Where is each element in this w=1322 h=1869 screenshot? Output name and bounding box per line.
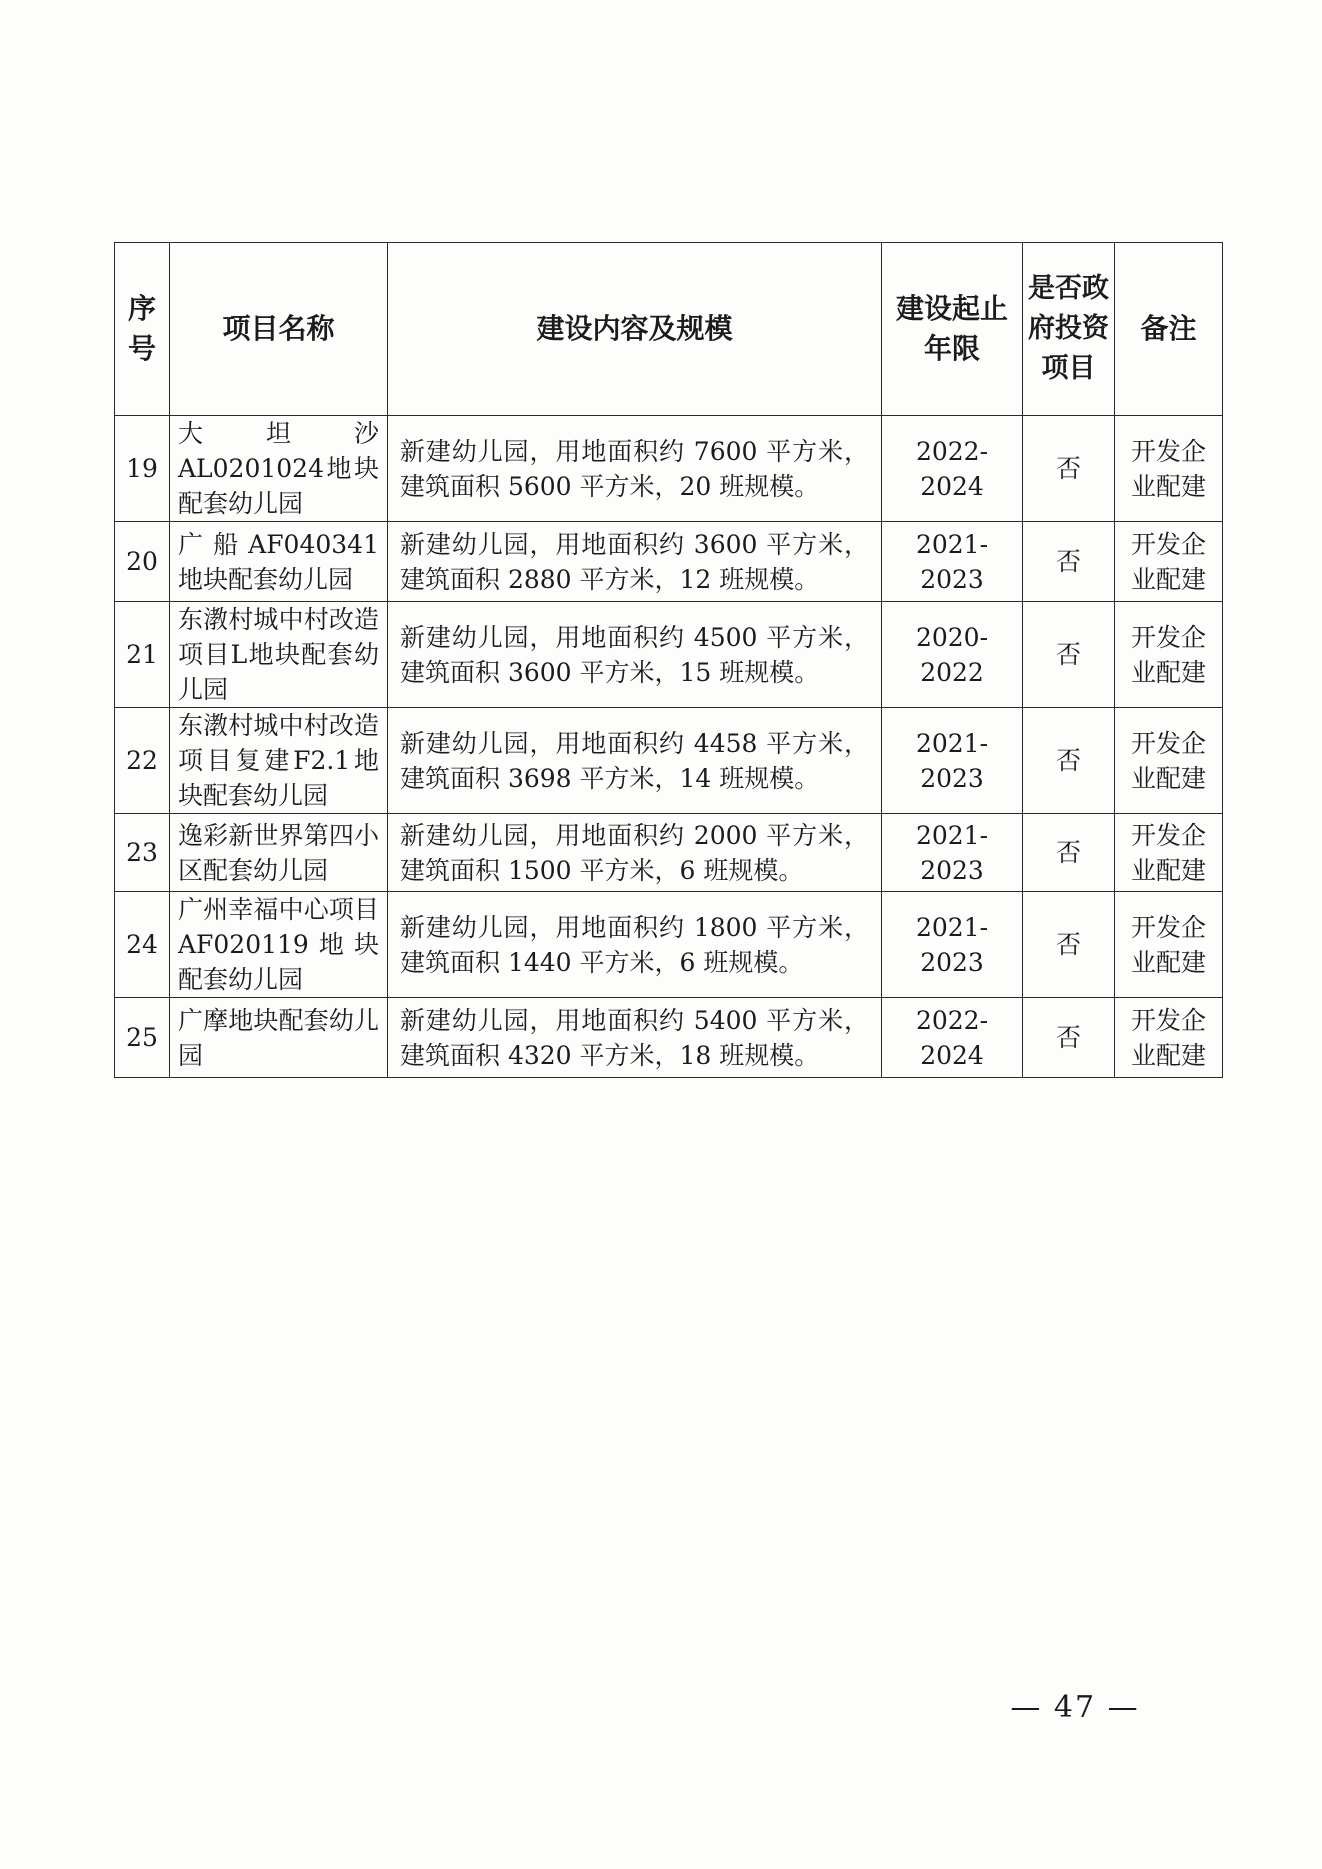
cell-period: 2021-2023 (882, 708, 1023, 814)
project-table (114, 242, 1223, 1078)
cell-note: 开发企业配建 (1115, 998, 1223, 1078)
header-gov-invest: 是否政府投资项目 (1023, 243, 1115, 416)
cell-content: 新建幼儿园，用地面积约 3600 平方米，建筑面积 2880 平方米，12 班规模。 (388, 522, 882, 602)
cell-name: 东漖村城中村改造项目复建F2.1地块配套幼儿园 (170, 708, 388, 814)
table-row (115, 998, 1223, 1078)
cell-seq: 25 (115, 998, 170, 1078)
cell-seq: 20 (115, 522, 170, 602)
table-row (115, 814, 1223, 892)
cell-gov-invest: 否 (1023, 416, 1115, 522)
cell-period: 2021-2023 (882, 892, 1023, 998)
cell-content: 新建幼儿园，用地面积约 5400 平方米，建筑面积 4320 平方米，18 班规模。 (388, 998, 882, 1078)
cell-content: 新建幼儿园，用地面积约 2000 平方米，建筑面积 1500 平方米，6 班规模。 (388, 814, 882, 892)
cell-name: 广摩地块配套幼儿园 (170, 998, 388, 1078)
cell-seq: 19 (115, 416, 170, 522)
header-seq: 序号 (115, 243, 170, 416)
cell-period: 2020-2022 (882, 602, 1023, 708)
header-content: 建设内容及规模 (388, 243, 882, 416)
cell-gov-invest: 否 (1023, 522, 1115, 602)
cell-seq: 22 (115, 708, 170, 814)
header-name: 项目名称 (170, 243, 388, 416)
cell-gov-invest: 否 (1023, 708, 1115, 814)
cell-period: 2022-2024 (882, 416, 1023, 522)
table-row (115, 602, 1223, 708)
cell-content: 新建幼儿园，用地面积约 7600 平方米，建筑面积 5600 平方米，20 班规模。 (388, 416, 882, 522)
page-number: — 47 — (1010, 1690, 1140, 1725)
cell-note: 开发企业配建 (1115, 814, 1223, 892)
table-row (115, 416, 1223, 522)
cell-name: 大坦沙AL0201024地块配套幼儿园 (170, 416, 388, 522)
cell-note: 开发企业配建 (1115, 522, 1223, 602)
cell-period: 2022-2024 (882, 998, 1023, 1078)
cell-gov-invest: 否 (1023, 892, 1115, 998)
cell-gov-invest: 否 (1023, 602, 1115, 708)
cell-name: 东漖村城中村改造项目L地块配套幼儿园 (170, 602, 388, 708)
header-period: 建设起止年限 (882, 243, 1023, 416)
header-note: 备注 (1115, 243, 1223, 416)
table-row (115, 522, 1223, 602)
cell-seq: 24 (115, 892, 170, 998)
cell-gov-invest: 否 (1023, 814, 1115, 892)
cell-content: 新建幼儿园，用地面积约 4500 平方米，建筑面积 3600 平方米，15 班规模。 (388, 602, 882, 708)
cell-name: 逸彩新世界第四小区配套幼儿园 (170, 814, 388, 892)
cell-note: 开发企业配建 (1115, 892, 1223, 998)
cell-seq: 23 (115, 814, 170, 892)
cell-seq: 21 (115, 602, 170, 708)
cell-gov-invest: 否 (1023, 998, 1115, 1078)
cell-content: 新建幼儿园，用地面积约 1800 平方米，建筑面积 1440 平方米，6 班规模。 (388, 892, 882, 998)
cell-note: 开发企业配建 (1115, 416, 1223, 522)
cell-name: 广州幸福中心项目AF020119地块配套幼儿园 (170, 892, 388, 998)
cell-period: 2021-2023 (882, 814, 1023, 892)
cell-note: 开发企业配建 (1115, 602, 1223, 708)
cell-note: 开发企业配建 (1115, 708, 1223, 814)
table-row (115, 708, 1223, 814)
cell-content: 新建幼儿园，用地面积约 4458 平方米，建筑面积 3698 平方米，14 班规模。 (388, 708, 882, 814)
table-row (115, 892, 1223, 998)
cell-period: 2021-2023 (882, 522, 1023, 602)
cell-name: 广船AF040341地块配套幼儿园 (170, 522, 388, 602)
table-header-row (115, 243, 1223, 416)
